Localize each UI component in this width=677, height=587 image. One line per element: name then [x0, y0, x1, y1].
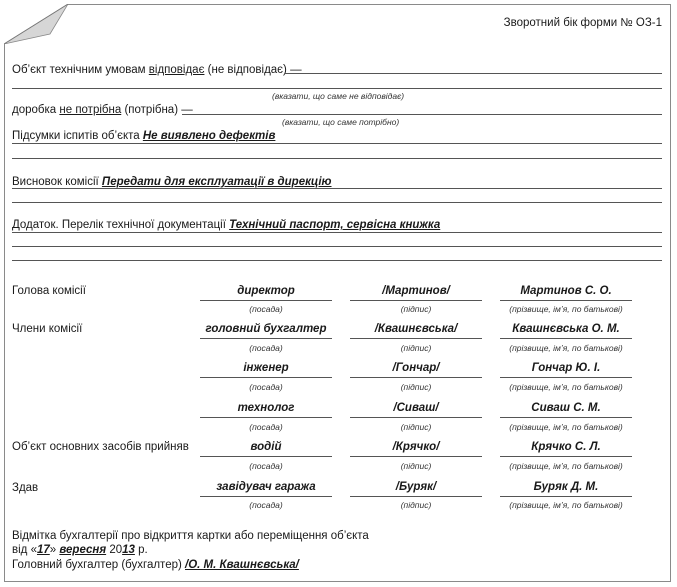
sig-row-5-caption-name: (прізвище, ім’я, по батькові)	[509, 461, 623, 471]
handed-by-label: Здав	[12, 482, 39, 494]
sig-row-6-line-position	[200, 496, 332, 497]
sig-row-3-caption-name: (прізвище, ім’я, по батькові)	[509, 382, 623, 392]
appendix-line-2	[12, 246, 662, 247]
rework-alternative: (потрібна)	[124, 104, 179, 116]
sig-row-1-line-signature	[350, 300, 482, 301]
sig-row-2-name: Квашнєвська О. М.	[512, 323, 620, 335]
sig-row-1-line-position	[200, 300, 332, 301]
conclusion-row	[12, 175, 332, 189]
sig-row-2-line-position	[200, 338, 332, 339]
accepted-by-label: Об’єкт основних засобів прийняв	[12, 441, 189, 453]
date-prefix: від «	[12, 544, 37, 556]
sig-row-2-line-name	[500, 338, 632, 339]
tests-line-1	[12, 143, 662, 144]
tests-line-2	[12, 158, 662, 159]
chief-accountant-signature: /О. М. Квашнєвська/	[185, 559, 299, 571]
sig-row-4-line-name	[500, 417, 632, 418]
appendix-line-3	[12, 260, 662, 261]
sig-row-6-position: завідувач гаража	[216, 481, 316, 493]
sig-row-6-line-name	[500, 496, 632, 497]
sig-row-4-signature: /Сиваш/	[393, 402, 439, 414]
sig-row-1-name: Мартинов С. О.	[520, 285, 612, 297]
sig-row-3-caption-position: (посада)	[249, 382, 283, 392]
accounting-date	[12, 543, 148, 557]
sig-row-2-caption-position: (посада)	[249, 343, 283, 353]
sig-row-5-name: Крячко С. Л.	[531, 441, 601, 453]
sig-row-5-position: водій	[250, 441, 282, 453]
sig-row-5-line-signature	[350, 456, 482, 457]
tests-label: Підсумки іспитів об’єкта	[12, 130, 140, 142]
conformity-alternative: (не відповідає)	[207, 64, 287, 76]
rework-label: доробка	[12, 104, 57, 116]
sig-row-6-line-signature	[350, 496, 482, 497]
head-of-commission-label: Голова комісії	[12, 285, 86, 297]
date-year-unit: р.	[138, 544, 148, 556]
sig-row-1-signature: /Мартинов/	[382, 285, 450, 297]
sig-row-6-caption-position: (посада)	[249, 500, 283, 510]
appendix-line-1	[12, 232, 662, 233]
date-day: 17	[36, 544, 50, 556]
conclusion-label: Висновок комісії	[12, 176, 99, 188]
sig-row-6-signature: /Буряк/	[395, 481, 437, 493]
sig-row-3-line-signature	[350, 377, 482, 378]
date-month: вересня	[59, 544, 107, 556]
sig-row-3-line-name	[500, 377, 632, 378]
sig-row-3-position: інженер	[243, 362, 289, 374]
sig-row-4-position: технолог	[237, 402, 295, 414]
appendix-label: Додаток. Перелік технічної документації	[12, 219, 226, 231]
conclusion-line-2	[12, 202, 662, 203]
rework-answer: не потрібна	[59, 104, 122, 116]
sig-row-4-caption-name: (прізвище, ім’я, по батькові)	[509, 422, 623, 432]
conformity-dash: —	[290, 64, 302, 76]
conformity-fill-line	[285, 73, 662, 74]
date-year-prefix: 20	[109, 544, 123, 556]
sig-row-1-position: директор	[237, 285, 295, 297]
tests-value: Не виявлено дефектів	[142, 130, 276, 142]
sig-row-4-line-position	[200, 417, 332, 418]
sig-row-3-name: Гончар Ю. І.	[531, 362, 601, 374]
conformity-answer: відповідає	[148, 64, 205, 76]
rework-dash: —	[181, 104, 193, 116]
sig-row-2-signature: /Квашнєвська/	[374, 323, 458, 335]
sig-row-1-line-name	[500, 300, 632, 301]
sig-row-5-line-position	[200, 456, 332, 457]
sig-row-4-name: Сиваш С. М.	[531, 402, 601, 414]
sig-row-1-caption-name: (прізвище, ім’я, по батькові)	[509, 304, 623, 314]
date-quote-close: »	[49, 544, 57, 556]
sig-row-1-caption-position: (посада)	[249, 304, 283, 314]
conclusion-line-1	[12, 188, 662, 189]
conformity-label: Об’єкт технічним умовам	[12, 64, 146, 76]
sig-row-5-caption-signature: (підпис)	[400, 461, 432, 471]
chief-accountant-label: Головний бухгалтер (бухгалтер)	[12, 559, 182, 571]
rework-fill-line	[182, 114, 662, 115]
sig-row-4-caption-signature: (підпис)	[400, 422, 432, 432]
sig-row-5-line-name	[500, 456, 632, 457]
page-curl-icon	[4, 4, 68, 44]
sig-row-2-position: головний бухгалтер	[205, 323, 327, 335]
sig-row-6-name: Буряк Д. М.	[533, 481, 599, 493]
appendix-row	[12, 218, 440, 232]
rework-hint: (вказати, що саме потрібно)	[282, 117, 400, 127]
sig-row-3-signature: /Гончар/	[392, 362, 440, 374]
rework-row	[12, 103, 193, 117]
sig-row-5-signature: /Крячко/	[392, 441, 440, 453]
appendix-value: Технічний паспорт, сервісна книжка	[229, 219, 441, 231]
form-side-title: Зворотний бік форми № ОЗ-1	[503, 17, 662, 29]
sig-row-2-caption-name: (прізвище, ім’я, по батькові)	[509, 343, 623, 353]
sig-row-2-caption-signature: (підпис)	[400, 343, 432, 353]
sig-row-6-caption-signature: (підпис)	[400, 500, 432, 510]
sig-row-6-caption-name: (прізвище, ім’я, по батькові)	[509, 500, 623, 510]
sig-row-2-line-signature	[350, 338, 482, 339]
conformity-row	[12, 63, 302, 77]
sig-row-3-line-position	[200, 377, 332, 378]
accounting-note: Відмітка бухгалтерії про відкриття картки або переміщення об’єкта	[12, 530, 369, 542]
conformity-hint: (вказати, що саме не відповідає)	[272, 91, 405, 101]
sig-row-5-caption-position: (посада)	[249, 461, 283, 471]
conclusion-value: Передати для експлуатації в дирекцію	[101, 176, 332, 188]
chief-accountant-row	[12, 558, 299, 572]
commission-members-label: Члени комісії	[12, 323, 83, 335]
sig-row-1-caption-signature: (підпис)	[400, 304, 432, 314]
sig-row-4-line-signature	[350, 417, 482, 418]
conformity-extra-line	[12, 88, 662, 89]
sig-row-3-caption-signature: (підпис)	[400, 382, 432, 392]
tests-row	[12, 129, 275, 143]
date-year-suffix: 13	[122, 544, 135, 556]
sig-row-4-caption-position: (посада)	[249, 422, 283, 432]
